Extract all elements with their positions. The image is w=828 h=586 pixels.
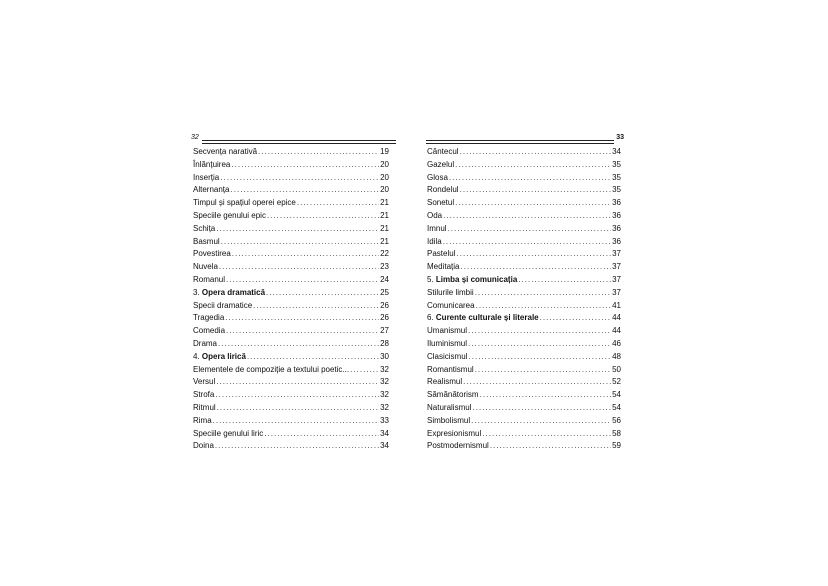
dot-leader xyxy=(490,440,611,453)
entry-title: Nuvela xyxy=(193,262,218,272)
toc-entry xyxy=(191,376,396,389)
toc-entry-page: 27 xyxy=(380,326,389,336)
toc-entry-title xyxy=(193,440,214,453)
toc-entry xyxy=(426,364,624,377)
toc-list xyxy=(426,146,624,453)
toc-entry-page: 34 xyxy=(380,441,389,451)
toc-entry-page: 44 xyxy=(612,313,621,323)
dot-leader xyxy=(480,389,612,402)
toc-entry xyxy=(191,248,396,261)
toc-entry-page: 52 xyxy=(612,377,621,387)
dot-leader xyxy=(475,364,611,377)
toc-entry-title xyxy=(427,325,467,338)
dot-leader xyxy=(264,428,379,441)
dot-leader xyxy=(468,338,611,351)
toc-entry xyxy=(191,312,396,325)
dot-leader xyxy=(476,300,612,313)
toc-entry xyxy=(426,287,624,300)
toc-entry xyxy=(426,376,624,389)
toc-entry xyxy=(426,248,624,261)
toc-entry-title xyxy=(193,210,266,223)
entry-title: Comunicarea xyxy=(427,300,475,310)
toc-entry xyxy=(426,389,624,402)
toc-entry xyxy=(426,146,624,159)
toc-entry-title xyxy=(427,300,475,313)
dot-leader xyxy=(220,172,379,185)
dot-leader xyxy=(297,197,379,210)
toc-entry-title xyxy=(193,248,231,261)
dot-leader xyxy=(266,287,379,300)
entry-title: Naturalismul xyxy=(427,402,472,412)
toc-entry-page: 37 xyxy=(612,249,621,259)
toc-entry-page: 58 xyxy=(612,428,621,438)
entry-title: Versul xyxy=(193,377,216,387)
page-header xyxy=(426,134,624,146)
entry-title: Doina xyxy=(193,441,214,451)
toc-entry xyxy=(426,351,624,364)
toc-entry-title xyxy=(193,338,217,351)
toc-entry-page: 41 xyxy=(612,300,621,310)
entry-title: Glosa xyxy=(427,172,448,182)
toc-entry-title xyxy=(193,197,296,210)
toc-entry-title xyxy=(193,223,215,236)
toc-entry xyxy=(426,274,624,287)
dot-leader xyxy=(449,172,611,185)
entry-title: Basmul xyxy=(193,236,220,246)
toc-entry-title xyxy=(193,172,219,185)
entry-title: Sonetul xyxy=(427,198,455,208)
toc-list xyxy=(191,146,396,453)
toc-entry-title xyxy=(193,325,225,338)
toc-entry xyxy=(426,312,624,325)
dot-leader xyxy=(518,274,611,287)
toc-entry-page: 32 xyxy=(380,377,389,387)
dot-leader xyxy=(218,338,379,351)
toc-entry-page: 21 xyxy=(380,236,389,246)
dot-leader xyxy=(482,428,611,441)
entry-title: Speciile genului epic xyxy=(193,210,266,220)
toc-entry-title xyxy=(427,312,539,325)
entry-title: Comedia xyxy=(193,326,226,336)
dot-leader xyxy=(232,248,379,261)
toc-entry xyxy=(191,159,396,172)
toc-entry xyxy=(191,287,396,300)
toc-entry-page: 26 xyxy=(380,313,389,323)
dot-leader xyxy=(471,415,611,428)
toc-entry xyxy=(191,351,396,364)
right-page xyxy=(426,134,624,453)
toc-entry-page: 48 xyxy=(612,351,621,361)
toc-entry xyxy=(426,428,624,441)
toc-entry-page: 30 xyxy=(380,351,389,361)
toc-entry-title xyxy=(427,364,474,377)
toc-entry xyxy=(191,364,396,377)
toc-entry-title xyxy=(193,415,212,428)
entry-title: Rima xyxy=(193,415,212,425)
toc-entry-title xyxy=(193,402,216,415)
toc-entry-page: 34 xyxy=(380,428,389,438)
toc-entry-page: 54 xyxy=(612,390,621,400)
toc-entry xyxy=(426,210,624,223)
dot-leader xyxy=(468,325,611,338)
dot-leader xyxy=(443,210,611,223)
toc-entry-title xyxy=(193,146,257,159)
toc-entry-page: 35 xyxy=(612,172,621,182)
toc-entry xyxy=(426,300,624,313)
toc-entry-title xyxy=(427,248,455,261)
toc-entry-title xyxy=(427,223,447,236)
toc-entry-title xyxy=(427,184,459,197)
toc-entry-page: 21 xyxy=(380,198,389,208)
toc-entry xyxy=(191,146,396,159)
toc-entry-title xyxy=(427,159,454,172)
entry-title: Pastelul xyxy=(427,249,456,259)
entry-title: Elementele de compoziție a textului poetic... xyxy=(193,364,350,374)
toc-entry xyxy=(426,223,624,236)
dot-leader xyxy=(267,210,379,223)
toc-entry-page: 20 xyxy=(380,159,389,169)
dot-leader xyxy=(230,184,379,197)
entry-title: Romanul xyxy=(193,274,226,284)
page-number: 32 xyxy=(191,134,199,141)
toc-entry-page: 25 xyxy=(380,287,389,297)
toc-entry xyxy=(191,236,396,249)
section-number: 3. xyxy=(193,287,202,297)
toc-entry xyxy=(191,415,396,428)
toc-entry xyxy=(191,210,396,223)
toc-entry xyxy=(191,261,396,274)
section-number: 6. xyxy=(427,313,436,323)
dot-leader xyxy=(226,325,379,338)
toc-entry-title xyxy=(427,287,474,300)
toc-entry-title xyxy=(427,415,470,428)
header-rule xyxy=(426,140,614,141)
dot-leader xyxy=(460,146,612,159)
entry-title: Simbolismul xyxy=(427,415,471,425)
toc-entry xyxy=(426,197,624,210)
dot-leader xyxy=(247,351,379,364)
toc-entry-page: 21 xyxy=(380,223,389,233)
toc-entry xyxy=(191,223,396,236)
toc-entry-title xyxy=(427,146,459,159)
toc-entry-page: 35 xyxy=(612,159,621,169)
toc-entry-page: 28 xyxy=(380,338,389,348)
toc-entry xyxy=(426,159,624,172)
toc-entry xyxy=(191,184,396,197)
dot-leader xyxy=(448,223,612,236)
toc-entry-title xyxy=(427,402,471,415)
toc-entry-page: 37 xyxy=(612,262,621,272)
toc-entry-page: 37 xyxy=(612,287,621,297)
toc-entry-page: 21 xyxy=(380,210,389,220)
dot-leader xyxy=(460,184,612,197)
dot-leader xyxy=(540,312,611,325)
toc-entry-title xyxy=(427,351,467,364)
entry-title: Postmodernismul xyxy=(427,441,489,451)
dot-leader xyxy=(456,248,611,261)
toc-entry-title xyxy=(193,261,218,274)
dot-leader xyxy=(213,415,379,428)
toc-entry-page: 37 xyxy=(612,274,621,284)
toc-entry-title xyxy=(193,389,214,402)
entry-title: Tragedia xyxy=(193,313,225,323)
toc-entry-page: 44 xyxy=(612,326,621,336)
toc-entry-page: 59 xyxy=(612,441,621,451)
entry-title: Romantismul xyxy=(427,364,474,374)
toc-entry-title xyxy=(193,184,229,197)
entry-title: Clasicismul xyxy=(427,351,468,361)
toc-entry-title xyxy=(193,312,224,325)
toc-entry xyxy=(426,184,624,197)
entry-title: Specii dramatice xyxy=(193,300,253,310)
section-title: Opera dramatică xyxy=(201,287,266,297)
entry-title: Realismul xyxy=(427,377,463,387)
dot-leader xyxy=(258,146,379,159)
toc-entry-title xyxy=(427,376,462,389)
toc-entry-title xyxy=(427,428,481,441)
entry-title: Speciile genului liric xyxy=(193,428,264,438)
toc-entry-page: 20 xyxy=(380,172,389,182)
toc-entry-page: 36 xyxy=(612,198,621,208)
toc-entry xyxy=(426,402,624,415)
section-number: 4. xyxy=(193,351,202,361)
toc-entry-page: 19 xyxy=(380,147,389,156)
page-header xyxy=(191,134,396,146)
entry-title: Alternanța xyxy=(193,185,230,195)
dot-leader xyxy=(216,376,379,389)
dot-leader xyxy=(443,236,611,249)
dot-leader xyxy=(221,236,379,249)
dot-leader xyxy=(455,197,611,210)
toc-entry-title xyxy=(193,274,225,287)
entry-title: Meditația xyxy=(427,262,460,272)
toc-entry-page: 46 xyxy=(612,338,621,348)
dot-leader xyxy=(455,159,611,172)
toc-entry-page: 50 xyxy=(612,364,621,374)
toc-entry-page: 36 xyxy=(612,210,621,220)
section-title: Opera lirică xyxy=(201,351,246,361)
toc-entry-page: 35 xyxy=(612,185,621,195)
toc-entry-page: 33 xyxy=(380,415,389,425)
toc-entry xyxy=(426,440,624,453)
toc-entry xyxy=(426,236,624,249)
dot-leader xyxy=(253,300,379,313)
toc-entry-page: 36 xyxy=(612,236,621,246)
toc-entry-title xyxy=(427,210,442,223)
dot-leader xyxy=(215,389,379,402)
entry-title: Povestirea xyxy=(193,249,231,259)
header-rule xyxy=(202,143,396,144)
dot-leader xyxy=(463,376,611,389)
dot-leader xyxy=(475,287,611,300)
page-number: 33 xyxy=(616,134,624,141)
toc-entry xyxy=(426,325,624,338)
entry-title: Iluminismul xyxy=(427,338,468,348)
toc-entry xyxy=(191,402,396,415)
toc-entry-title xyxy=(193,236,220,249)
toc-entry-page: 22 xyxy=(380,249,389,259)
toc-entry xyxy=(191,325,396,338)
toc-entry-title xyxy=(193,287,265,300)
dot-leader xyxy=(468,351,611,364)
toc-entry xyxy=(426,338,624,351)
toc-entry-title xyxy=(427,389,479,402)
toc-entry-title xyxy=(193,351,246,364)
toc-entry-title xyxy=(427,274,517,287)
toc-entry-title xyxy=(427,440,489,453)
toc-entry xyxy=(191,440,396,453)
toc-entry-page: 26 xyxy=(380,300,389,310)
toc-entry-title xyxy=(193,159,230,172)
entry-title: Stilurile limbii xyxy=(427,287,474,297)
toc-entry-title xyxy=(427,197,454,210)
entry-title: Umanismul xyxy=(427,326,468,336)
toc-entry xyxy=(191,274,396,287)
entry-title: Secvența narativă xyxy=(193,147,258,156)
entry-title: Drama xyxy=(193,338,218,348)
toc-entry-page: 32 xyxy=(380,390,389,400)
dot-leader xyxy=(226,274,379,287)
toc-entry xyxy=(426,261,624,274)
toc-entry-title xyxy=(193,300,252,313)
toc-entry-title xyxy=(427,338,467,351)
header-rule xyxy=(202,140,396,141)
toc-entry xyxy=(426,415,624,428)
section-number: 5. xyxy=(427,274,436,284)
toc-entry-page: 20 xyxy=(380,185,389,195)
dot-leader xyxy=(219,261,379,274)
entry-title: Idila xyxy=(427,236,442,246)
entry-title: Sămănătorism xyxy=(427,390,479,400)
entry-title: Timpul și spațiul operei epice xyxy=(193,198,296,208)
toc-entry xyxy=(191,428,396,441)
toc-entry-page: 23 xyxy=(380,262,389,272)
entry-title: Înlănțuirea xyxy=(193,159,231,169)
dot-leader xyxy=(460,261,611,274)
section-title: Curente culturale și literale xyxy=(435,313,539,323)
entry-title: Gazelul xyxy=(427,159,455,169)
toc-entry-page: 54 xyxy=(612,402,621,412)
toc-entry xyxy=(191,389,396,402)
dot-leader xyxy=(215,440,379,453)
toc-entry-page: 56 xyxy=(612,415,621,425)
entry-title: Inserția xyxy=(193,172,220,182)
dot-leader xyxy=(472,402,611,415)
dot-leader xyxy=(216,223,379,236)
section-title: Limba și comunicația xyxy=(435,274,518,284)
toc-entry-title xyxy=(193,376,215,389)
entry-title: Rondelul xyxy=(427,185,459,195)
header-rule xyxy=(426,143,614,144)
toc-entry xyxy=(191,172,396,185)
toc-entry xyxy=(426,172,624,185)
toc-entry xyxy=(191,338,396,351)
entry-title: Ritmul xyxy=(193,402,216,412)
toc-entry xyxy=(191,197,396,210)
entry-title: Oda xyxy=(427,210,443,220)
toc-entry-page: 36 xyxy=(612,223,621,233)
entry-title: Schița xyxy=(193,223,216,233)
toc-entry-page: 34 xyxy=(612,147,621,156)
entry-title: Cântecul xyxy=(427,147,459,156)
toc-entry-title xyxy=(427,261,459,274)
toc-entry xyxy=(191,300,396,313)
dot-leader xyxy=(217,402,379,415)
toc-entry-title xyxy=(193,428,263,441)
entry-title: Imnul xyxy=(427,223,447,233)
left-page xyxy=(191,134,396,453)
dot-leader xyxy=(350,364,379,377)
toc-entry-title xyxy=(193,364,349,377)
toc-entry-page: 24 xyxy=(380,274,389,284)
toc-entry-page: 32 xyxy=(380,364,389,374)
toc-entry-title xyxy=(427,236,442,249)
toc-entry-title xyxy=(427,172,448,185)
entry-title: Expresionismul xyxy=(427,428,482,438)
dot-leader xyxy=(231,159,379,172)
dot-leader xyxy=(225,312,379,325)
entry-title: Strofa xyxy=(193,390,215,400)
toc-entry-page: 32 xyxy=(380,402,389,412)
